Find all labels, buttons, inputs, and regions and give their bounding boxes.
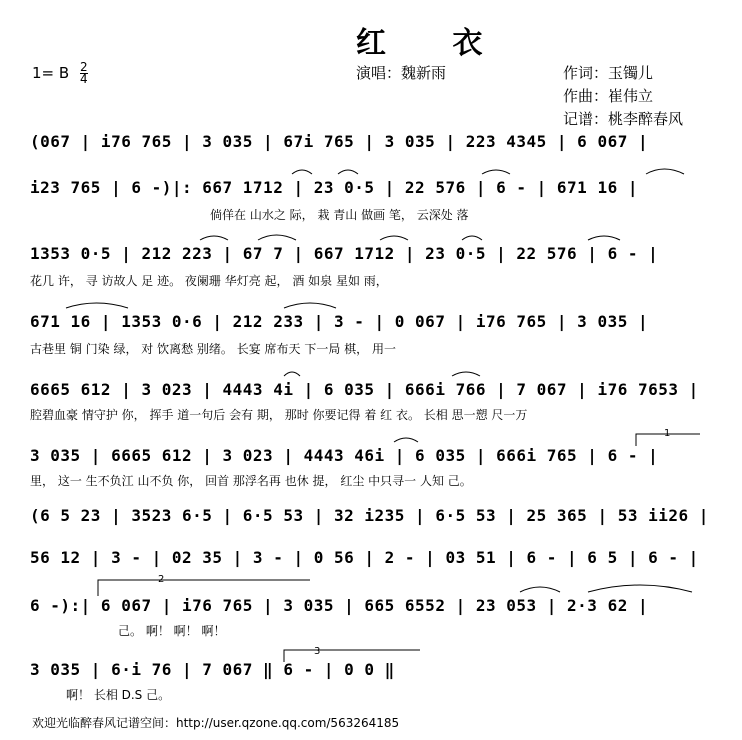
volta-2-bracket <box>98 580 310 596</box>
composer-credit: 作曲：崔伟立 <box>563 87 654 105</box>
slur <box>284 372 300 376</box>
volta-1-label: 1 <box>664 428 671 439</box>
key-label: 1= B <box>32 64 70 82</box>
score-row-5-notes: 6665 612 | 3 023 | 4443 4i | 6 035 | 666i 766 | 7 067 | i76 7653 | <box>30 380 699 399</box>
score-row-5-lyrics: 腔碧血豪 情守护 你， 挥手 道一句后 会有 期， 那时 你要记得 着 红 衣。 长相 思一愬 尺一万 <box>30 408 528 422</box>
volta-2-label: 2 <box>158 574 165 585</box>
footer-credit: 欢迎光临醉春风记谱空间：http://user.qzone.qq.com/563264185 <box>32 716 400 730</box>
slur <box>338 170 358 174</box>
time-top: 2 <box>79 60 88 74</box>
score-row-6-lyrics: 里， 这一 生不负江 山不负 你， 回首 那浮名再 也休 提， 红尘 中只寻一 人知 己。 <box>30 474 472 488</box>
slur <box>452 372 480 376</box>
singer-credit: 演唱：魏新雨 <box>356 64 447 82</box>
score-row-9-lyrics: 己。 啊！ 啊！ 啊！ <box>118 624 226 638</box>
transcriber-credit: 记谱：桃李醉春风 <box>563 110 684 128</box>
slur <box>646 169 684 174</box>
time-bottom: 4 <box>79 72 88 86</box>
volta-3-bracket <box>284 650 420 662</box>
score-row-3-lyrics: 花几 许， 寻 访故人 足 迹。 夜阑珊 华灯亮 起， 酒 如泉 星如 雨， <box>30 274 388 288</box>
volta-1-bracket <box>636 434 700 446</box>
score-row-7-notes: (6 5 23 | 3523 6·5 | 6·5 53 | 32 i235 | 6·5 53 | 25 365 | 53 ii26 | <box>30 506 709 525</box>
lyricist-credit: 作词：玉镯儿 <box>563 64 654 82</box>
slur <box>520 587 560 592</box>
slur <box>588 585 692 592</box>
slur <box>462 236 482 240</box>
score-row-6-notes: 3 035 | 6665 612 | 3 023 | 4443 46i | 6 035 | 666i 765 | 6 - | <box>30 446 659 465</box>
score-row-2-lyrics: 倘佯在 山水之 际， 栽 青山 做画 笔， 云深处 落 <box>210 208 469 222</box>
score-row-9-notes: 6 -):| 6 067 | i76 765 | 3 035 | 665 6552 | 23 053 | 2·3 62 | <box>30 596 649 615</box>
song-title: 红 衣 <box>356 26 511 61</box>
volta-3-label: 3 <box>314 646 321 657</box>
slur <box>284 303 336 308</box>
score-row-3-notes: 1353 0·5 | 212 223 | 67 7 | 667 1712 | 23 0·5 | 22 576 | 6 - | <box>30 244 659 263</box>
slur <box>380 236 408 240</box>
slur <box>588 236 620 240</box>
score-row-1-notes: (067 | i76 765 | 3 035 | 67i 765 | 3 035 | 223 4345 | 6 067 | <box>30 132 649 151</box>
score-row-8-notes: 56 12 | 3 - | 02 35 | 3 - | 0 56 | 2 - | 03 51 | 6 - | 6 5 | 6 - | <box>30 548 699 567</box>
score-row-4-notes: 671 16 | 1353 0·6 | 212 233 | 3 - | 0 067 | i76 765 | 3 035 | <box>30 312 649 331</box>
score-row-2-notes: i23 765 | 6 -)|: 667 1712 | 23 0·5 | 22 576 | 6 - | 671 16 | <box>30 178 638 197</box>
slur <box>292 170 312 174</box>
slur <box>200 236 228 240</box>
slur <box>258 235 296 240</box>
score-row-10-lyrics: 啊！ 长相 D.S 己。 <box>66 688 171 702</box>
score-row-4-lyrics: 古巷里 铜 门染 绿， 对 饮离愁 别绪。 长宴 席布天 下一局 棋， 用一 <box>30 342 396 356</box>
score-row-10-notes: 3 035 | 6·i 76 | 7 067 ‖ 6 - | 0 0 ‖ <box>30 660 395 679</box>
slur <box>482 170 510 174</box>
slur <box>394 438 418 442</box>
slur <box>66 303 128 308</box>
